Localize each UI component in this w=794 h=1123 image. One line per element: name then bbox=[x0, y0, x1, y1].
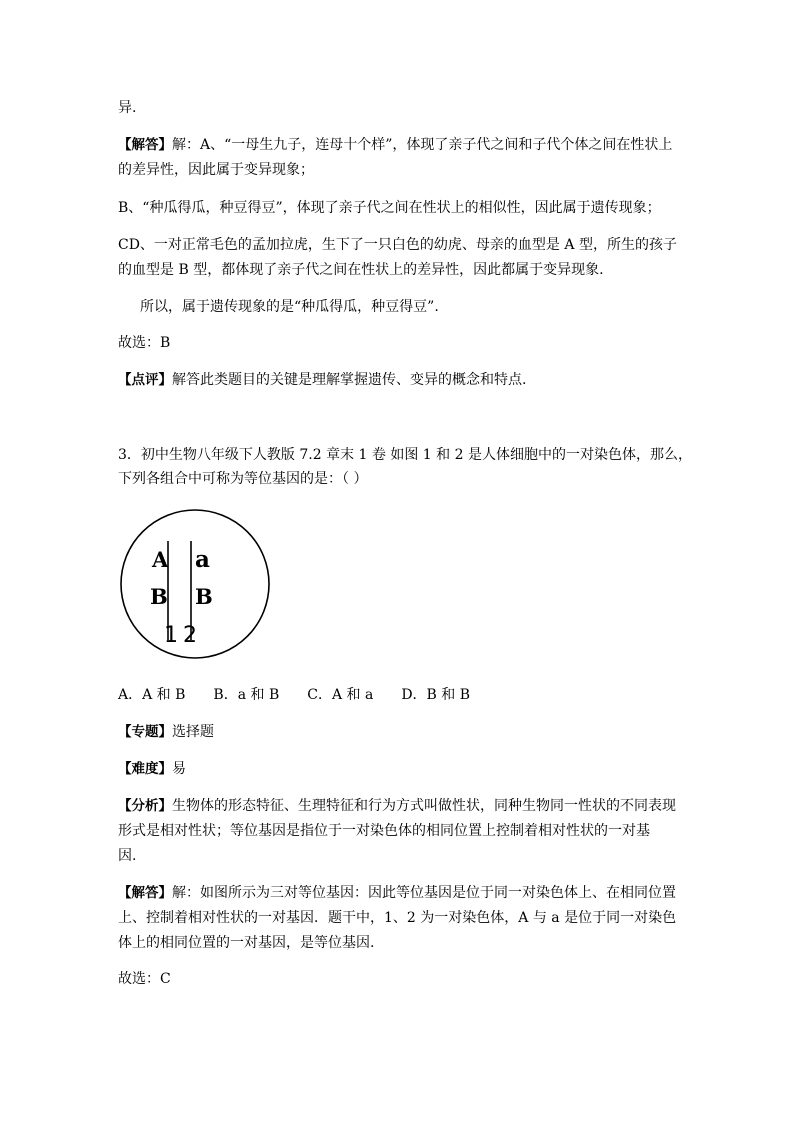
q2-answer-line2: 的差异性，因此属于变异现象； bbox=[118, 162, 314, 178]
q3-options bbox=[118, 685, 498, 705]
option-c[interactable]: C．A 和 a bbox=[307, 687, 374, 703]
q3-stem1: 3．初中生物八年级下人教版 7.2 章末 1 卷 如图 1 和 2 是人体细胞中的一对染色体，那么， bbox=[118, 447, 692, 463]
topic-tag: 【专题】 bbox=[118, 724, 172, 740]
q2-answer-line1 bbox=[118, 135, 672, 155]
answer-tag: 【解答】 bbox=[118, 137, 172, 153]
answer-text: 解：A、“一母生九子，连母十个样”，体现了亲子代之间和子代个体之间在性状上 bbox=[172, 137, 673, 153]
analysis-text: 生物体的形态特征、生理特征和行为方式叫做性状，同种生物同一性状的不同表现 bbox=[172, 798, 676, 814]
q3-analysis-line1 bbox=[118, 796, 676, 816]
answer-tag: 【解答】 bbox=[118, 885, 172, 901]
q3-answer-line1 bbox=[118, 883, 676, 903]
gene-label-right-2: B bbox=[195, 584, 213, 609]
q2-tail-line: 异. bbox=[118, 100, 137, 116]
option-b[interactable]: B．a 和 B bbox=[213, 687, 280, 703]
q3-answer-line3: 体上的相同位置的一对基因，是等位基因. bbox=[118, 935, 375, 951]
gene-label-right-1: a bbox=[195, 546, 210, 573]
q3-difficulty bbox=[118, 759, 186, 779]
answer-text: 解：如图所示为三对等位基因：因此等位基因是位于同一对染色体上、在相同位置 bbox=[172, 885, 676, 901]
option-d[interactable]: D．B 和 B bbox=[401, 687, 471, 703]
q2-choice: 故选：B bbox=[118, 335, 171, 351]
q3-answer-line2: 上、控制着相对性状的一对基因．题干中，1、2 为一对染色体，A 与 a 是位于同一对染色 bbox=[118, 910, 677, 926]
comment-tag: 【点评】 bbox=[118, 372, 172, 388]
q3-stem2: 下列各组合中可称为等位基因的是：（ ） bbox=[118, 471, 368, 487]
q3-analysis-line3: 因. bbox=[118, 848, 137, 864]
q3-topic bbox=[118, 722, 214, 742]
gene-label-left-1: A bbox=[152, 547, 169, 572]
difficulty-text: 易 bbox=[172, 761, 186, 777]
difficulty-tag: 【难度】 bbox=[118, 761, 172, 777]
comment-text: 解答此类题目的关键是理解掌握遗传、变异的概念和特点. bbox=[172, 372, 527, 388]
q2-answer-b: B、“种瓜得瓜，种豆得豆”，体现了亲子代之间在性状上的相似性，因此属于遗传现象； bbox=[118, 200, 661, 216]
topic-text: 选择题 bbox=[172, 724, 214, 740]
q2-answer-cd1: CD、一对正常毛色的孟加拉虎，生下了一只白色的幼虎、母亲的血型是 A 型，所生的孩子 bbox=[118, 237, 677, 253]
chromosome-figure bbox=[119, 508, 271, 660]
q3-choice: 故选：C bbox=[118, 971, 171, 987]
q3-analysis-line2: 形式是相对性状；等位基因是指位于一对染色体的相同位置上控制着相对性状的一对基 bbox=[118, 823, 650, 839]
chromosome-number-1: 1 bbox=[164, 623, 178, 648]
gene-label-left-2: B bbox=[150, 584, 168, 609]
option-a[interactable]: A．A 和 B bbox=[118, 687, 186, 703]
q2-answer-cd2: 的血型是 B 型，都体现了亲子代之间在性状上的差异性，因此都属于变异现象. bbox=[118, 262, 604, 278]
chromosome-number-2: 2 bbox=[183, 623, 197, 648]
analysis-tag: 【分析】 bbox=[118, 798, 172, 814]
q2-comment bbox=[118, 370, 526, 390]
q2-conclusion: 所以，属于遗传现象的是“种瓜得瓜，种豆得豆”. bbox=[140, 299, 439, 315]
